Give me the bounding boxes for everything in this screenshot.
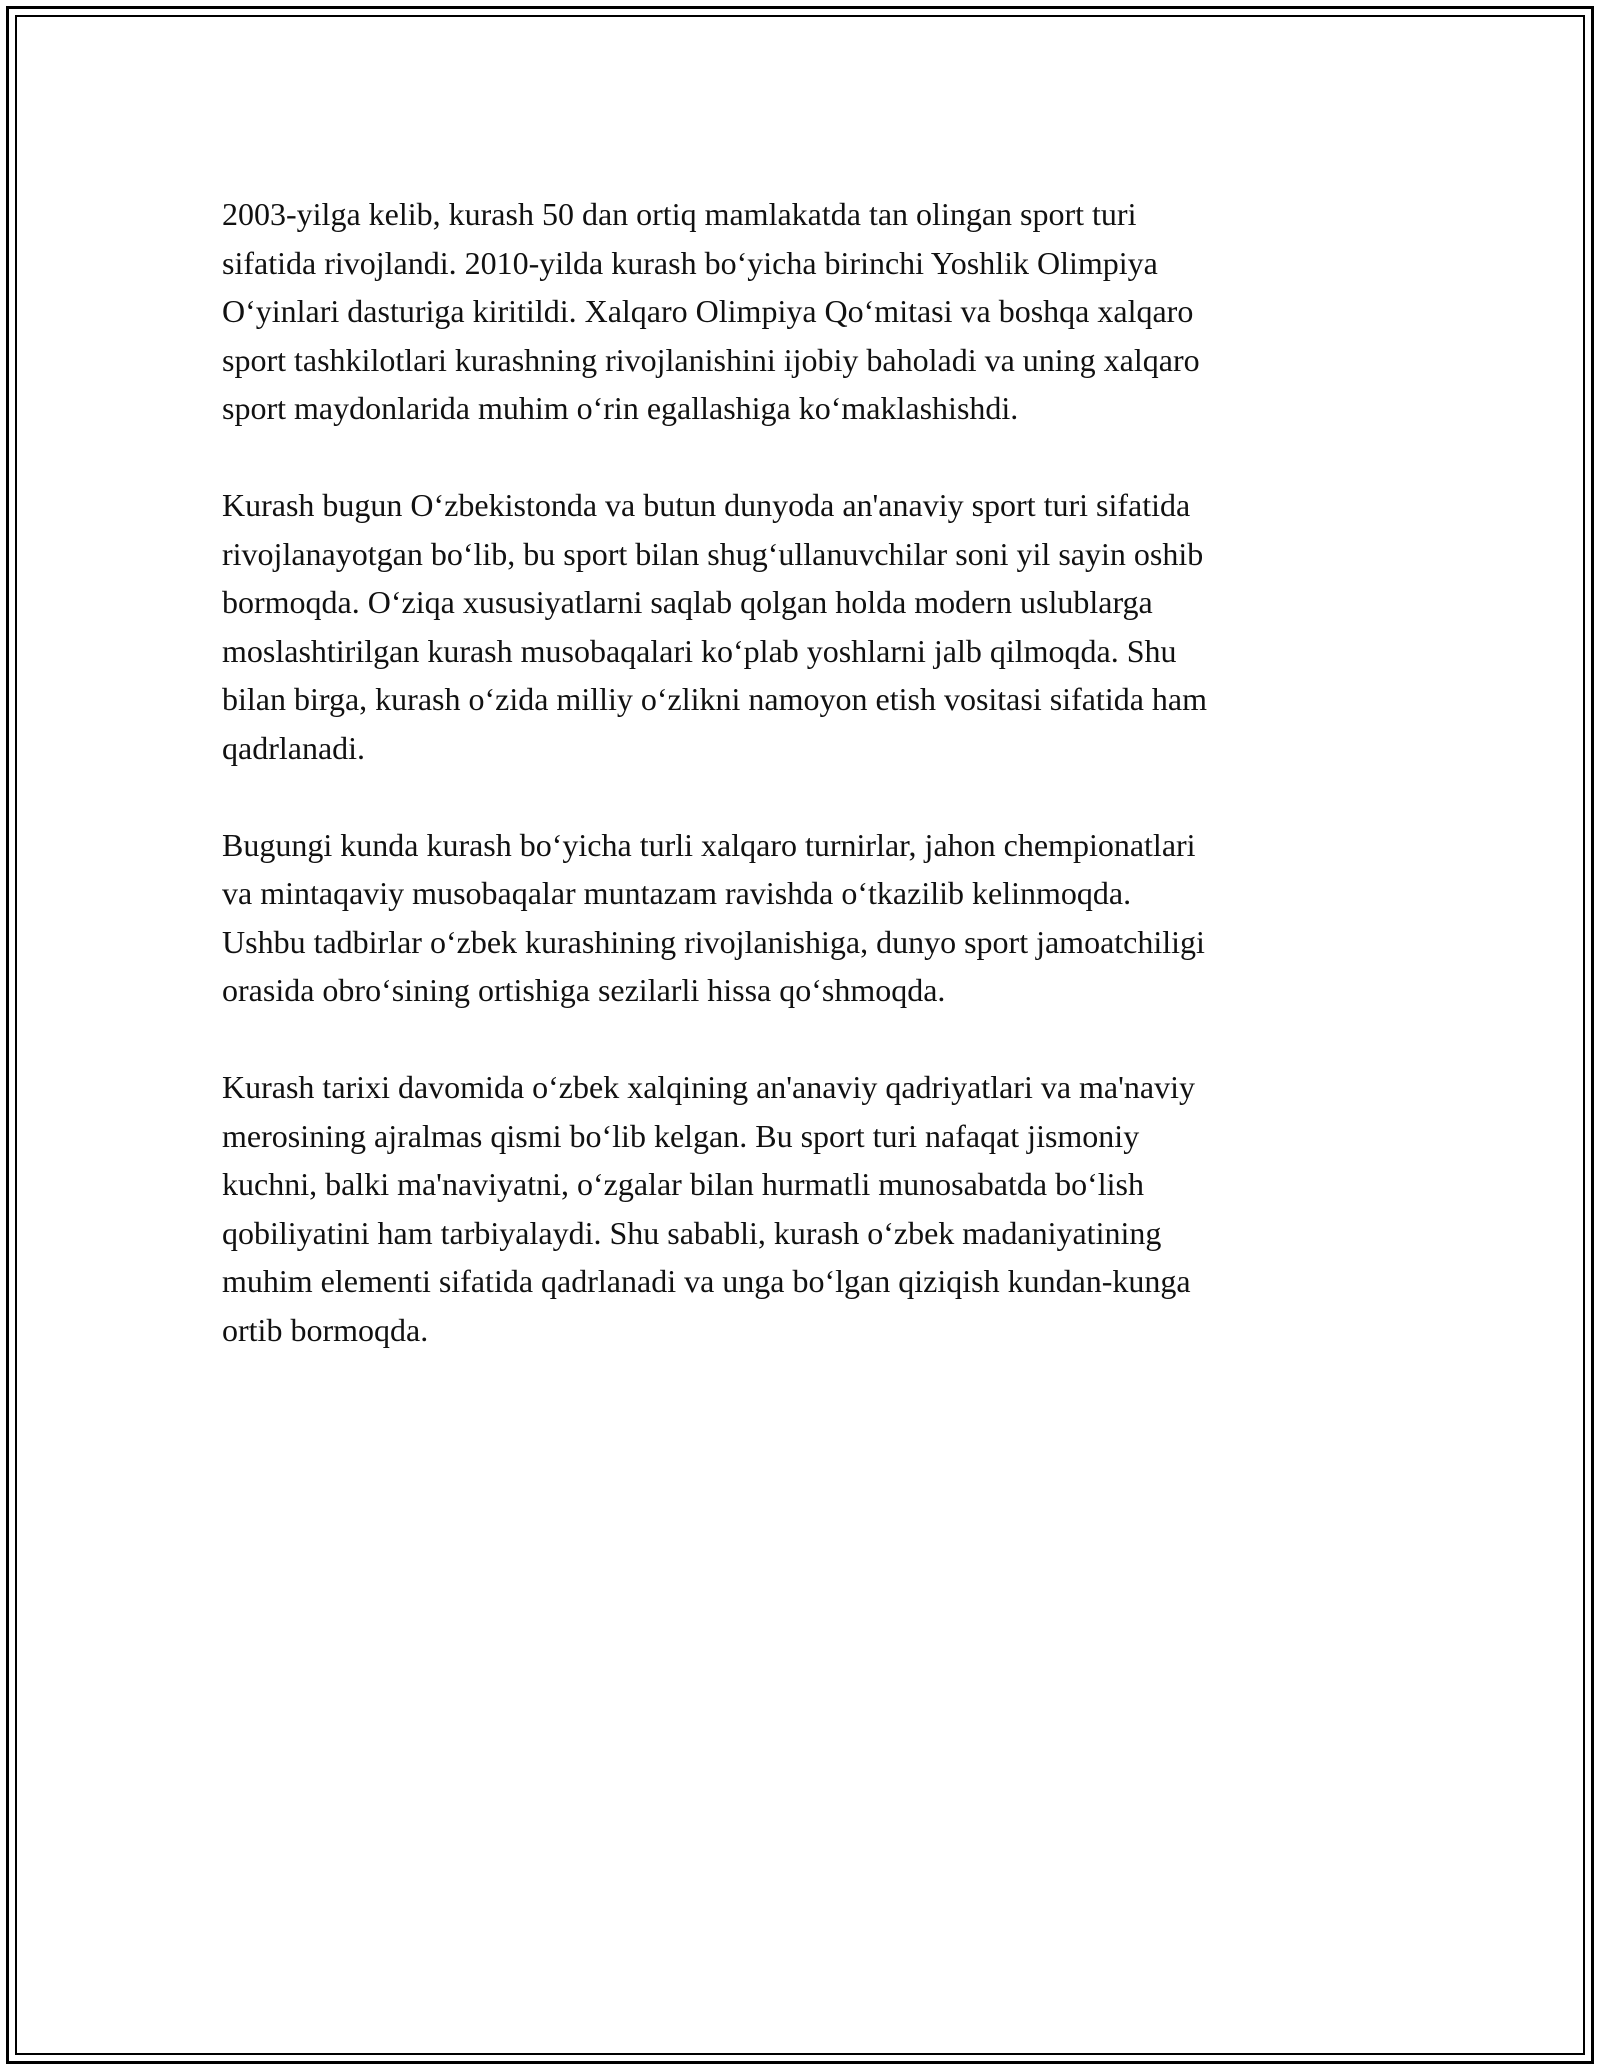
text-line: Kurash tarixi davomida o‘zbek xalqining an'anaviy qadriyatlari va ma'naviy: [222, 1069, 1195, 1105]
text-line: sifatida rivojlandi. 2010-yilda kurash bo‘yicha birinchi Yoshlik Olimpiya: [222, 244, 1158, 281]
text-line: bormoqda. O‘ziqa xususiyatlarni saqlab qolgan holda modern uslublarga: [222, 584, 1153, 620]
text-line: orasida obro‘sining ortishiga sezilarli hissa qo‘shmoqda.: [222, 972, 946, 1008]
text-line: bilan birga, kurash o‘zida milliy o‘zlikni namoyon etish vositasi sifatida ham: [222, 681, 1207, 717]
text-line: Bugungi kunda kurash bo‘yicha turli xalqaro turnirlar, jahon chempionatlari: [222, 826, 1196, 863]
text-line: sport maydonlarida muhim o‘rin egallashiga ko‘maklashishdi.: [222, 390, 1019, 426]
text-line: muhim elementi sifatida qadrlanadi va unga bo‘lgan qiziqish kundan-kunga: [222, 1263, 1191, 1299]
text-line: moslashtirilgan kurash musobaqalari ko‘plab yoshlarni jalb qilmoqda. Shu: [222, 632, 1177, 669]
text-line: qadrlanadi.: [222, 729, 366, 766]
paragraph-1: [222, 190, 1370, 433]
text-line: 2003-yilga kelib, kurash 50 dan ortiq mamlakatda tan olingan sport turi: [222, 196, 1137, 232]
paragraph-4: [222, 1063, 1370, 1354]
text-line: O‘yinlari dasturiga kiritildi. Xalqaro Olimpiya Qo‘mitasi va boshqa xalqaro: [222, 293, 1194, 329]
document-body: [222, 190, 1370, 1403]
text-line: ortib bormoqda.: [222, 1311, 429, 1348]
text-line: va mintaqaviy musobaqalar muntazam ravishda o‘tkazilib kelinmoqda.: [222, 875, 1132, 911]
paragraph-2: [222, 481, 1370, 772]
text-line: kuchni, balki ma'naviyatni, o‘zgalar bilan hurmatli munosabatda bo‘lish: [222, 1166, 1144, 1202]
text-line: Kurash bugun O‘zbekistonda va butun dunyoda an'anaviy sport turi sifatida: [222, 487, 1191, 523]
text-line: qobiliyatini ham tarbiyalaydi. Shu sababli, kurash o‘zbek madaniyatining: [222, 1214, 1162, 1251]
text-line: rivojlanayotgan bo‘lib, bu sport bilan shug‘ullanuvchilar soni yil sayin oshib: [222, 535, 1204, 572]
text-line: merosining ajralmas qismi bo‘lib kelgan. Bu sport turi nafaqat jismoniy: [222, 1117, 1140, 1154]
text-line: sport tashkilotlari kurashning rivojlanishini ijobiy baholadi va uning xalqaro: [222, 341, 1200, 378]
text-line: Ushbu tadbirlar o‘zbek kurashining rivojlanishiga, dunyo sport jamoatchiligi: [222, 923, 1205, 960]
paragraph-3: [222, 821, 1370, 1015]
